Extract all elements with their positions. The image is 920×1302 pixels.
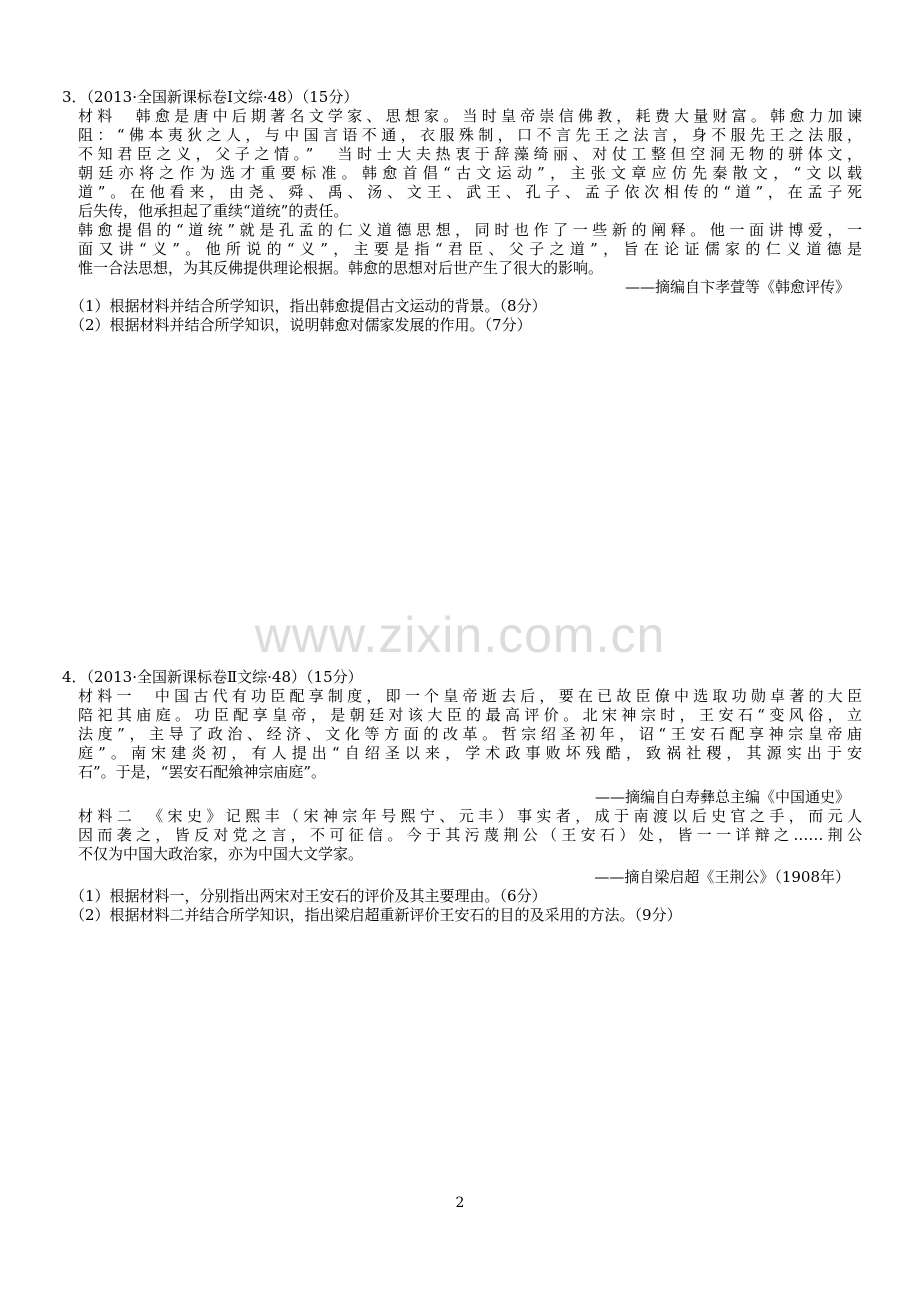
q4-material2-line: 材料二 《宋史》记熙丰（宋神宗年号熙宁、元丰）事实者，成于南渡以后史官之手，而元人 — [78, 807, 862, 825]
q3-material-line: 后失传，他承担起了重续“道统”的责任。 — [78, 202, 349, 220]
q3-material-line: 不知君臣之义，父子之情。” 当时士大夫热衷于辞藻绮丽、对仗工整但空洞无物的骈体文， — [78, 145, 862, 163]
q4-material2-source: ——摘自梁启超《王荆公》（1908年） — [594, 868, 850, 886]
q4-material1-line: 石”。于是，“罢安石配飨神宗庙庭”。 — [78, 763, 327, 781]
q3-material-line: 朝廷亦将之作为选才重要标准。韩愈首倡“古文运动”，主张文章应仿先秦散文，“文以载 — [78, 164, 862, 182]
question-4-header: 4．（2013·全国新课标卷Ⅱ文综·48）（15分） — [62, 668, 363, 686]
q3-subquestion-1: （1）根据材料并结合所学知识，指出韩愈提倡古文运动的背景。（8分） — [70, 297, 547, 315]
q3-source: ——摘编自卞孝萱等《韩愈评传》 — [624, 278, 850, 296]
q4-subquestion-2: （2）根据材料二并结合所学知识，指出梁启超重新评价王安石的目的及采用的方法。（9分） — [70, 906, 682, 924]
q4-material1-line: 材料一 中国古代有功臣配享制度，即一个皇帝逝去后，要在已故臣僚中选取功勋卓著的大臣 — [78, 687, 862, 705]
q4-material1-line: 法度”，主导了政治、经济、文化等方面的改革。哲宗绍圣初年，诏“王安石配享神宗皇帝庙 — [78, 725, 862, 743]
q4-material1-source: ——摘编自白寿彝总主编《中国通史》 — [594, 788, 850, 806]
q3-material-line: 韩愈提倡的“道统”就是孔孟的仁义道德思想，同时也作了一些新的阐释。他一面讲博爱，一 — [78, 221, 862, 239]
question-3 — [62, 88, 862, 335]
q3-subquestion-2: （2）根据材料并结合所学知识，说明韩愈对儒家发展的作用。（7分） — [70, 316, 532, 334]
q3-material-line: 惟一合法思想，为其反佛提供理论根据。韩愈的思想对后世产生了很大的影响。 — [78, 259, 604, 277]
question-3-header: 3．（2013·全国新课标卷Ⅰ文综·48）（15分） — [62, 88, 359, 106]
q4-material1-line: 庭”。南宋建炎初，有人提出“自绍圣以来，学术政事败坏残酷，致祸社稷，其源实出于安 — [78, 744, 862, 762]
watermark: www.zixin.com.cn — [254, 607, 666, 663]
q3-material-line: 道”。在他看来，由尧、舜、禹、汤、文王、武王、孔子、孟子依次相传的“道”，在孟子死 — [78, 183, 862, 201]
page-number: 2 — [455, 1195, 465, 1211]
q4-material1-line: 陪祀其庙庭。功臣配享皇帝，是朝廷对该大臣的最高评价。北宋神宗时，王安石“变风俗，立 — [78, 706, 862, 724]
q3-material-line: 材料 韩愈是唐中后期著名文学家、思想家。当时皇帝崇信佛教，耗费大量财富。韩愈力加谏 — [78, 107, 862, 125]
q3-material-line: 面又讲“义”。他所说的“义”，主要是指“君臣、父子之道”，旨在论证儒家的仁义道德是 — [78, 240, 862, 258]
q4-material2-line: 因而袭之，皆反对党之言，不可征信。今于其污蔑荆公（王安石）处，皆一一详辩之……荆公 — [78, 826, 862, 844]
q3-material-line: 阻：“佛本夷狄之人，与中国言语不通，衣服殊制，口不言先王之法言，身不服先王之法服， — [78, 126, 862, 144]
q4-material2-line: 不仅为中国大政治家，亦为中国大文学家。 — [78, 845, 364, 863]
question-4 — [62, 668, 862, 925]
q4-subquestion-1: （1）根据材料一，分别指出两宋对王安石的评价及其主要理由。（6分） — [70, 887, 547, 905]
